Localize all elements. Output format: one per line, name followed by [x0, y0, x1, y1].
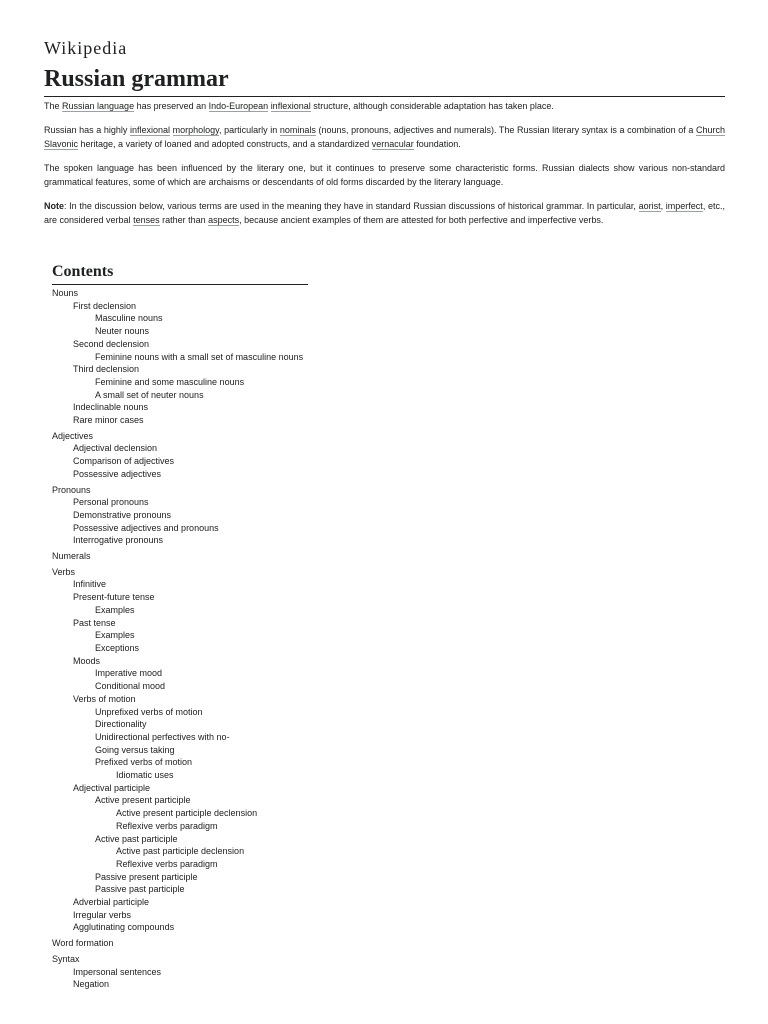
- toc-item[interactable]: Irregular verbs: [73, 909, 132, 920]
- toc-item[interactable]: Adjectival participle: [73, 782, 151, 793]
- toc-item[interactable]: Going versus taking: [95, 744, 175, 755]
- toc-item[interactable]: Prefixed verbs of motion: [95, 757, 193, 768]
- toc-item[interactable]: Second declension: [73, 338, 150, 349]
- toc-item[interactable]: Numerals: [52, 551, 91, 562]
- table-of-contents: [52, 262, 552, 991]
- toc-item[interactable]: Active present participle declension: [116, 808, 258, 819]
- link-aorist[interactable]: aorist: [638, 201, 661, 211]
- link-inflexional-2[interactable]: inflexional: [129, 125, 171, 135]
- toc-item[interactable]: Conditional mood: [95, 681, 166, 692]
- toc-item[interactable]: Unidirectional perfectives with no-: [95, 731, 230, 742]
- toc-item[interactable]: Third declension: [73, 364, 140, 375]
- toc-item[interactable]: Verbs of motion: [73, 693, 136, 704]
- toc-item[interactable]: Masculine nouns: [95, 313, 163, 324]
- toc-item[interactable]: Pronouns: [52, 484, 91, 495]
- toc-item[interactable]: Indeclinable nouns: [73, 402, 149, 413]
- toc-item[interactable]: Present-future tense: [73, 592, 155, 603]
- toc-item[interactable]: Active past participle declension: [116, 846, 245, 857]
- toc-item[interactable]: Directionality: [95, 719, 147, 730]
- link-morphology[interactable]: morphology: [172, 125, 219, 135]
- toc-item[interactable]: Word formation: [52, 938, 114, 949]
- link-indo-european[interactable]: Indo-European: [208, 101, 269, 111]
- toc-item[interactable]: Passive past participle: [95, 884, 185, 895]
- toc-item[interactable]: Reflexive verbs paradigm: [116, 820, 218, 831]
- toc-item[interactable]: Adjectives: [52, 430, 94, 441]
- toc-item[interactable]: Feminine and some masculine nouns: [95, 376, 245, 387]
- toc-item[interactable]: Negation: [73, 979, 110, 990]
- toc-item[interactable]: A small set of neuter nouns: [95, 389, 204, 400]
- intro-paragraph-2: Russian has a highly inflexional morphology, particularly in nominals (nouns, pronouns, adjectives and numerals). The Russian literary syntax is a combination of a Church Slavonic heritage, a variety of loaned and adopted constructs, and a standardized vernacular foundation.: [44, 125, 725, 149]
- toc-item[interactable]: Exceptions: [95, 642, 140, 653]
- toc-item[interactable]: Syntax: [52, 953, 80, 964]
- link-aspects[interactable]: aspects: [208, 215, 240, 225]
- toc-item[interactable]: Demonstrative pronouns: [73, 509, 172, 520]
- toc-item[interactable]: Rare minor cases: [73, 415, 144, 426]
- toc-item[interactable]: Personal pronouns: [73, 497, 149, 508]
- toc-item[interactable]: Interrogative pronouns: [73, 535, 164, 546]
- toc-item[interactable]: Examples: [95, 630, 135, 641]
- toc-item[interactable]: Passive present participle: [95, 871, 198, 882]
- toc-item[interactable]: Verbs: [52, 566, 76, 577]
- toc-item[interactable]: Unprefixed verbs of motion: [95, 706, 203, 717]
- link-nominals[interactable]: nominals: [279, 125, 316, 135]
- toc-item[interactable]: Neuter nouns: [95, 326, 150, 337]
- intro-paragraph-1: The Russian language has preserved an Indo-European inflexional structure, although considerable adaptation has taken place.: [44, 101, 554, 111]
- toc-item[interactable]: Imperative mood: [95, 668, 163, 679]
- article-body: [44, 99, 725, 237]
- toc-item[interactable]: First declension: [73, 300, 137, 311]
- toc-item[interactable]: Reflexive verbs paradigm: [116, 858, 218, 869]
- toc-item[interactable]: Idiomatic uses: [116, 770, 174, 781]
- toc-list: [52, 287, 552, 991]
- toc-item[interactable]: Past tense: [73, 617, 116, 628]
- note-paragraph: Note: In the discussion below, various terms are used in the meaning they have in standard Russian discussions of historical grammar. In particular, aorist, imperfect, etc., are considered verbal tenses rather than aspects, because ancient examples of them are attested for both perfective and imperfective verbs.: [44, 201, 725, 225]
- link-russian-language[interactable]: Russian language: [62, 101, 135, 111]
- toc-item[interactable]: Examples: [95, 604, 135, 615]
- toc-item[interactable]: Comparison of adjectives: [73, 456, 175, 467]
- toc-item[interactable]: Moods: [73, 655, 101, 666]
- toc-item[interactable]: Adverbial participle: [73, 897, 150, 908]
- toc-item[interactable]: Nouns: [52, 288, 79, 298]
- link-tenses[interactable]: tenses: [133, 215, 160, 225]
- toc-item[interactable]: Agglutinating compounds: [73, 922, 175, 933]
- intro-paragraph-3: The spoken language has been influenced by the literary one, but it continues to preserve some characteristic forms. Russian dialects show various non-standard grammatical features, some of which are archaisms or descendants of old forms discarded by the literary language.: [44, 163, 725, 187]
- link-church-slavonic[interactable]: Church Slavonic: [44, 125, 725, 149]
- toc-item[interactable]: Possessive adjectives and pronouns: [73, 522, 219, 533]
- link-vernacular[interactable]: vernacular: [371, 139, 414, 149]
- toc-item[interactable]: Adjectival declension: [73, 443, 158, 454]
- toc-item[interactable]: Impersonal sentences: [73, 966, 162, 977]
- toc-item[interactable]: Active present participle: [95, 795, 191, 806]
- toc-item[interactable]: Infinitive: [73, 579, 107, 590]
- page-title: Russian grammar: [44, 64, 725, 97]
- wikipedia-wordmark[interactable]: Wikipedia: [44, 38, 128, 58]
- toc-item[interactable]: Active past participle: [95, 833, 178, 844]
- link-imperfect[interactable]: imperfect: [665, 201, 703, 211]
- toc-title: Contents: [52, 262, 308, 285]
- toc-item[interactable]: Possessive adjectives: [73, 468, 162, 479]
- toc-item[interactable]: Feminine nouns with a small set of masculine nouns: [95, 351, 304, 362]
- link-inflexional[interactable]: inflexional: [270, 101, 311, 111]
